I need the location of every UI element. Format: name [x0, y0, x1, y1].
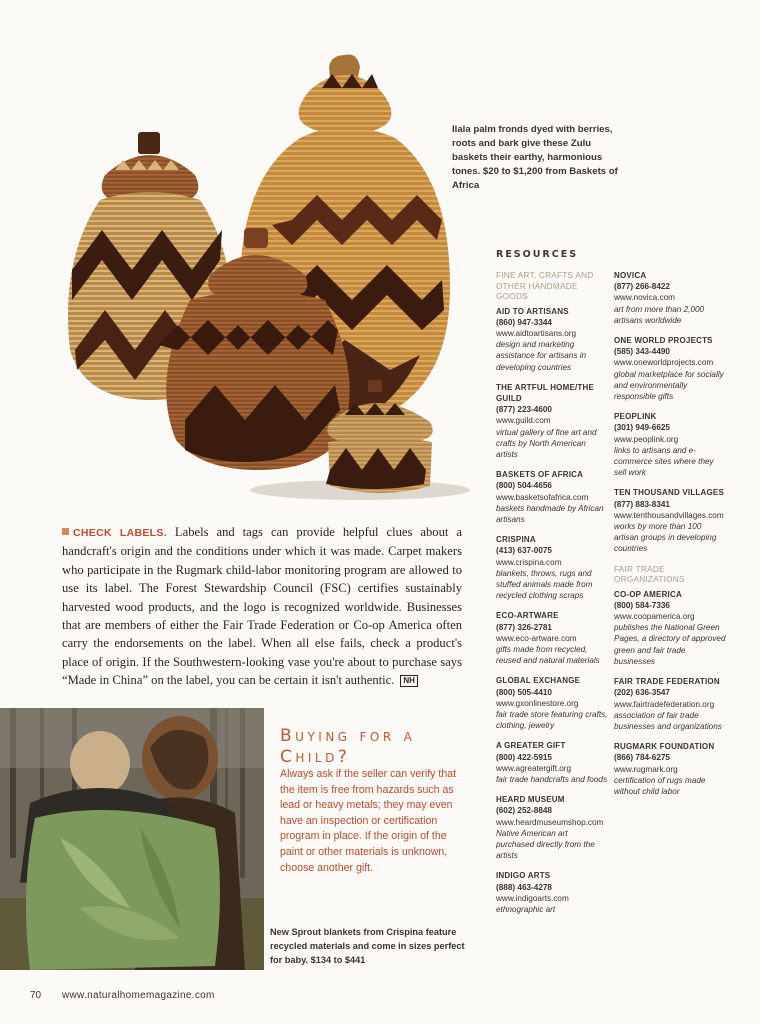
resource-entry: [496, 870, 608, 915]
resource-entry: [496, 534, 608, 601]
buying-for-child-title: Buying for a Child?: [280, 726, 416, 767]
resource-phone: (800) 504-4656: [496, 481, 552, 491]
resource-description: links to artisans and e-commerce sites where they sell work: [614, 445, 714, 478]
resource-description: fair trade store featuring crafts, clothing, jewelry: [496, 710, 608, 731]
bullet-square-icon: [62, 528, 69, 535]
resource-name: FAIR TRADE FEDERATION: [614, 677, 720, 687]
resource-phone: (413) 637-0075: [496, 546, 552, 556]
resource-entry: [614, 270, 726, 326]
resource-entry: [614, 741, 726, 797]
section-heading-handmade: FINE ART, CRAFTS AND OTHER HANDMADE GOODS: [496, 270, 594, 301]
resource-description: design and marketing assistance for artisans in developing countries: [496, 340, 587, 372]
buying-for-child-text: Always ask if the seller can verify that the item is free from hazards such as lead or heavy metals; they may even have an inspection or certification program in place. If the origin of the paint or other materials is unknown, choose another gift.: [280, 768, 457, 874]
resource-phone: (602) 252-8848: [496, 806, 552, 816]
resource-phone: (877) 326-2781: [496, 622, 552, 632]
resource-website[interactable]: www.eco-artware.com: [496, 633, 577, 643]
resource-description: certification of rugs made without child labor: [614, 775, 706, 796]
resources-left-column: [496, 270, 608, 924]
resource-description: works by more than 100 artisan groups in developing countries: [614, 522, 717, 554]
resource-description: baskets handmade by African artisans: [496, 503, 604, 524]
resource-phone: (800) 505-4410: [496, 687, 552, 697]
resource-name: RUGMARK FOUNDATION: [614, 742, 715, 752]
resource-phone: (585) 343-4490: [614, 347, 670, 357]
resource-website[interactable]: www.tenthousandvillages.com: [614, 510, 724, 520]
resource-website[interactable]: www.gxonlinestore.org: [496, 698, 579, 708]
resource-website[interactable]: www.indigoarts.com: [496, 893, 569, 903]
resource-description: virtual gallery of fine art and crafts by North American artists: [496, 427, 597, 459]
resource-name: CRISPINA: [496, 535, 536, 545]
resources-heading: RESOURCES: [496, 249, 579, 260]
resource-entry: [496, 469, 608, 525]
blanket-photo-caption: New Sprout blankets from Crispina feature recycled materials and come in sizes perfect for baby. $134 to $441: [270, 927, 465, 965]
resource-name: ONE WORLD PROJECTS: [614, 336, 713, 346]
nh-end-mark: NH: [400, 675, 418, 687]
resource-phone: (888) 463-4278: [496, 882, 552, 892]
resource-description: association of fair trade businesses and organizations: [614, 710, 722, 731]
resource-website[interactable]: www.aidtoartisans.org: [496, 328, 577, 338]
resource-phone: (877) 266-8422: [614, 282, 670, 292]
resource-entry: [614, 335, 726, 402]
resource-name: GLOBAL EXCHANGE: [496, 676, 581, 686]
check-labels-article: [62, 523, 462, 690]
resource-name: INDIGO ARTS: [496, 871, 551, 881]
resource-phone: (202) 636-3547: [614, 688, 670, 698]
article-lead: CHECK LABELS.: [73, 527, 167, 539]
father-child-photo: [0, 708, 264, 970]
resource-phone: (301) 949-6625: [614, 423, 670, 433]
resource-phone: (866) 784-6275: [614, 753, 670, 763]
resource-website[interactable]: www.fairtradefederation.org: [614, 699, 715, 709]
resource-entry: [496, 382, 608, 460]
resource-name: PEOPLINK: [614, 412, 657, 422]
resource-name: THE ARTFUL HOME/THE GUILD: [496, 382, 595, 403]
resource-website[interactable]: www.coopamerica.org: [614, 612, 695, 622]
resource-website[interactable]: www.novica.com: [614, 293, 675, 303]
article-body: Labels and tags can provide helpful clues about a handcraft's origin and the conditions under which it was made. Carpet makers who participate in the Rugmark child-labor monitoring program are allowed to use its label. The Forest Stewardship Council (FSC) certifies sustainably harvested wood products, and the logo is recognized worldwide. Businesses that are members of either the Fair Trade Federation or Co-op America often carry the endorsements on the label. When all else fails, check a product's place of origin. If the Southwestern-looking vase you're about to purchase says “Made in China” on the label, you can be certain it isn't authentic.: [62, 525, 462, 688]
resource-phone: (800) 584-7336: [614, 600, 670, 610]
baskets-caption: Ilala palm fronds dyed with berries, roots and bark give these Zulu baskets their earthy, harmonious tones. $20 to $1,200 from Baskets of Africa: [452, 124, 618, 191]
resource-description: fair trade handcrafts and foods: [496, 775, 608, 785]
resource-website[interactable]: www.oneworldprojects.com: [614, 358, 714, 368]
resource-name: AID TO ARTISANS: [496, 306, 569, 316]
resource-website[interactable]: www.rugmark.org: [614, 764, 678, 774]
resource-name: ECO-ARTWARE: [496, 611, 559, 621]
resource-phone: (800) 422-5915: [496, 752, 552, 762]
resource-entry: [496, 610, 608, 666]
resource-name: BASKETS OF AFRICA: [496, 470, 584, 480]
magazine-url: www.naturalhomemagazine.com: [62, 990, 215, 1001]
resource-description: Native American art purchased directly from the artists: [496, 828, 595, 861]
resource-entry: [614, 487, 726, 554]
resource-name: CO-OP AMERICA: [614, 589, 682, 599]
resource-entry: [496, 794, 608, 861]
resource-website[interactable]: www.basketsofafrica.com: [496, 492, 589, 502]
resource-name: TEN THOUSAND VILLAGES: [614, 488, 724, 498]
resource-phone: (860) 947-3344: [496, 317, 552, 327]
zulu-baskets-photo: [60, 50, 480, 510]
section-heading-fair-trade: FAIR TRADE ORGANIZATIONS: [614, 563, 685, 585]
resource-entry: [496, 675, 608, 731]
resource-name: A GREATER GIFT: [496, 741, 566, 751]
resource-entry: [614, 411, 726, 478]
resources-right-column: [614, 270, 726, 806]
resource-website[interactable]: www.peoplink.org: [614, 434, 679, 444]
resource-description: gifts made from recycled, reused and natural materials: [496, 644, 600, 666]
resource-phone: (877) 223-4600: [496, 405, 552, 415]
resource-description: publishes the National Green Pages, a directory of approved green and fair trade businesses: [614, 623, 726, 666]
resource-name: HEARD MUSEUM: [496, 795, 565, 805]
resource-description: ethnographic art: [496, 905, 556, 915]
resource-website[interactable]: www.agreatergift.org: [496, 763, 572, 773]
resource-entry: [496, 306, 608, 373]
resource-website[interactable]: www.heardmuseumshop.com: [496, 817, 604, 827]
resource-description: global marketplace for socially and environmentally responsible gifts: [614, 369, 724, 402]
resource-entry: [496, 740, 608, 785]
resource-name: NOVICA: [614, 271, 647, 280]
resource-website[interactable]: www.crispina.com: [496, 557, 562, 567]
resource-description: art from more than 2,000 artisans worldwide: [614, 304, 705, 325]
resource-entry: [614, 589, 726, 667]
resource-description: blankets, throws, rugs and stuffed animals made from recycled clothing scraps: [496, 568, 593, 601]
resource-phone: (877) 883-8341: [614, 499, 670, 509]
resource-website[interactable]: www.guild.com: [496, 416, 551, 426]
page-number: 70: [30, 990, 42, 1001]
resource-entry: [614, 676, 726, 732]
